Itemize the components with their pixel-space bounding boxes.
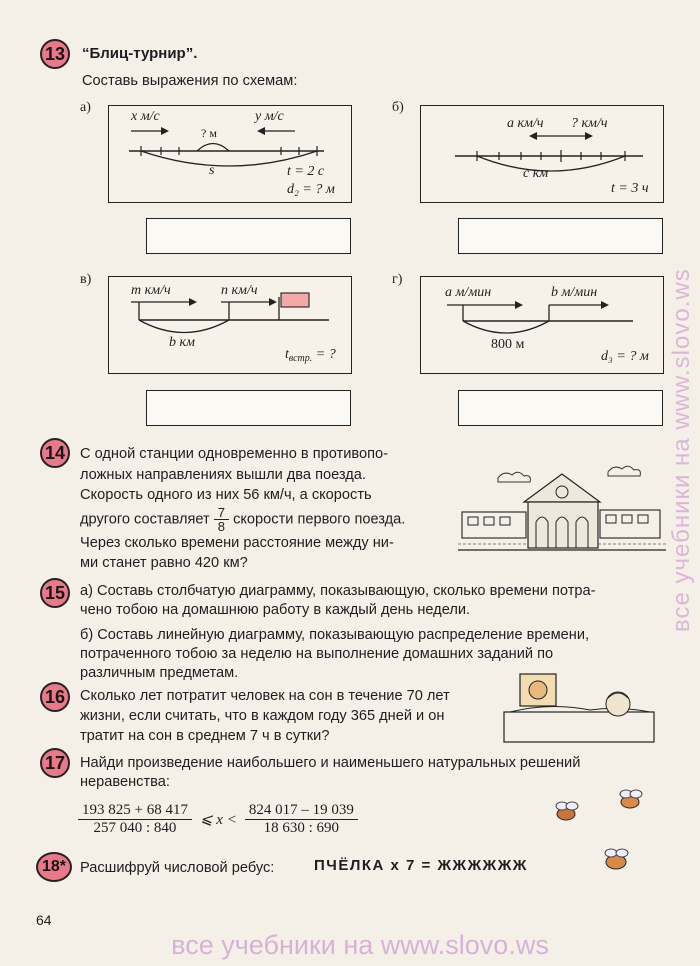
- scheme-a-question: d₂ = ? м: [287, 182, 335, 197]
- scheme-a-distance: s: [209, 163, 215, 178]
- scheme-a-left-speed: x м/с: [131, 109, 160, 124]
- task-14-line: Через сколько времени расстояние между ни-: [80, 534, 394, 551]
- task-15-a-line: а) Составь столбчатую диаграмму, показывающую, сколько времени потра-: [80, 583, 596, 599]
- scheme-v-question-tail: = ?: [312, 347, 336, 362]
- scheme-a-time: t = 2 с: [287, 164, 325, 179]
- left-fraction-numerator: 193 825 + 68 417: [78, 802, 192, 820]
- answer-box-g[interactable]: [458, 390, 663, 426]
- scheme-g-distance: 800 м: [491, 337, 525, 352]
- task-14-line-fraction: [80, 506, 450, 533]
- scheme-a-right-speed: y м/с: [255, 109, 284, 124]
- scheme-g-question: d₃ = ? м: [601, 349, 649, 364]
- task-14-line4-pre: другого составляет: [80, 510, 210, 527]
- task-18-badge: [36, 852, 72, 882]
- task-14-line: ми станет равно 420 км?: [80, 555, 248, 571]
- task-14-line: ложных направлениях вышли два поезда.: [80, 466, 366, 483]
- scheme-v-question: [285, 347, 336, 364]
- task-18-text: Расшифруй числовой ребус:: [80, 860, 275, 876]
- scheme-a-gap: ? м: [201, 126, 217, 140]
- scheme-b-distance: c км: [523, 166, 549, 181]
- task-17-line: Найди произведение наибольшего и наименьшего натуральных решений: [80, 755, 581, 771]
- bee-icon: [596, 842, 636, 876]
- watermark-vertical: все учебники на www.slovo.ws: [668, 268, 695, 632]
- fraction-numerator: 7: [214, 506, 229, 520]
- right-fraction-numerator: 824 017 – 19 039: [245, 802, 358, 820]
- task-14-line: Скорость одного из них 56 км/ч, а скорость: [80, 487, 372, 503]
- scheme-g-speed2: b м/мин: [551, 285, 598, 300]
- scheme-v-question-sub: встр.: [288, 353, 313, 364]
- scheme-g-speed1: a м/мин: [445, 285, 492, 300]
- task-14-number: 14: [44, 442, 66, 463]
- task-17-badge: [40, 748, 70, 778]
- inequality-left-fraction: [78, 802, 192, 837]
- task-13-badge: [40, 39, 70, 69]
- task-16-line: жизни, если считать, что в каждом году 365 дней и он: [80, 708, 445, 724]
- task-16-badge: [40, 682, 70, 712]
- task-15-badge: [40, 578, 70, 608]
- task-16-text: [80, 686, 480, 746]
- answer-box-v[interactable]: [146, 390, 351, 426]
- task-17-line: неравенства:: [80, 774, 170, 790]
- bees-illustration: [544, 784, 664, 834]
- right-fraction-denominator: 18 630 : 690: [263, 820, 340, 836]
- task-14-text: [80, 444, 450, 574]
- task-14-badge: [40, 438, 70, 468]
- scheme-v-question-main: t: [285, 347, 289, 362]
- task-14-fraction: [214, 506, 229, 533]
- scheme-v-speed2: n км/ч: [221, 283, 258, 298]
- sleeping-person-illustration: [500, 668, 660, 748]
- task-15-b-line: б) Составь линейную диаграмму, показывающую распределение времени,: [80, 627, 590, 643]
- scheme-v-distance: b км: [169, 335, 195, 350]
- scheme-b-speed2: ? км/ч: [571, 116, 608, 131]
- scheme-g-letter: г): [392, 272, 403, 287]
- scheme-b-time: t = 3 ч: [611, 181, 649, 196]
- scheme-a-letter: а): [80, 100, 91, 115]
- scheme-b-letter: б): [392, 100, 404, 115]
- task-13-title: “Блиц-турнир”.: [82, 45, 198, 62]
- scheme-a: [108, 105, 352, 203]
- task-13-subtitle: Составь выражения по схемам:: [82, 73, 298, 89]
- task-16-line: Сколько лет потратит человек на сон в течение 70 лет: [80, 688, 450, 704]
- task-17-number: 17: [44, 752, 66, 773]
- task-13-number: 13: [44, 43, 66, 64]
- task-15-b-line: потраченного тобою за неделю на выполнение домашних заданий по: [80, 646, 554, 662]
- train-station-illustration: [458, 460, 666, 560]
- watermark-bottom: все учебники на www.slovo.ws: [171, 930, 549, 960]
- task-16-number: 16: [44, 686, 66, 707]
- task-15-part-a: [80, 582, 662, 620]
- left-fraction-denominator: 257 040 : 840: [93, 820, 177, 836]
- scheme-b-speed1: a км/ч: [507, 116, 544, 131]
- inequality-middle: ⩽ x <: [199, 812, 237, 828]
- task-18-number: 18*: [41, 858, 67, 875]
- task-14-line: С одной станции одновременно в противопо-: [80, 446, 388, 462]
- task-14-line4-post: скорости первого поезда.: [233, 510, 406, 527]
- scheme-v: [108, 276, 352, 374]
- answer-box-b[interactable]: [458, 218, 663, 254]
- page-number: 64: [36, 912, 52, 928]
- scheme-v-speed1: m км/ч: [131, 283, 171, 298]
- scheme-v-letter: в): [80, 272, 92, 287]
- task-16-line: тратит на сон в среднем 7 ч в сутки?: [80, 728, 330, 744]
- inequality-right-fraction: [245, 802, 358, 837]
- task-15-b-line: различным предметам.: [80, 665, 239, 681]
- task-18-rebus: ПЧЁЛКА х 7 = ЖЖЖЖЖЖ: [314, 857, 528, 874]
- scheme-b: [420, 105, 664, 203]
- fraction-denominator: 8: [217, 518, 226, 534]
- task-15-a-line: чено тобою на домашнюю работу в каждый день недели.: [80, 602, 471, 618]
- task-17-inequality: [78, 802, 358, 837]
- task-15-number: 15: [44, 582, 66, 603]
- scheme-g: [420, 276, 664, 374]
- answer-box-a[interactable]: [146, 218, 351, 254]
